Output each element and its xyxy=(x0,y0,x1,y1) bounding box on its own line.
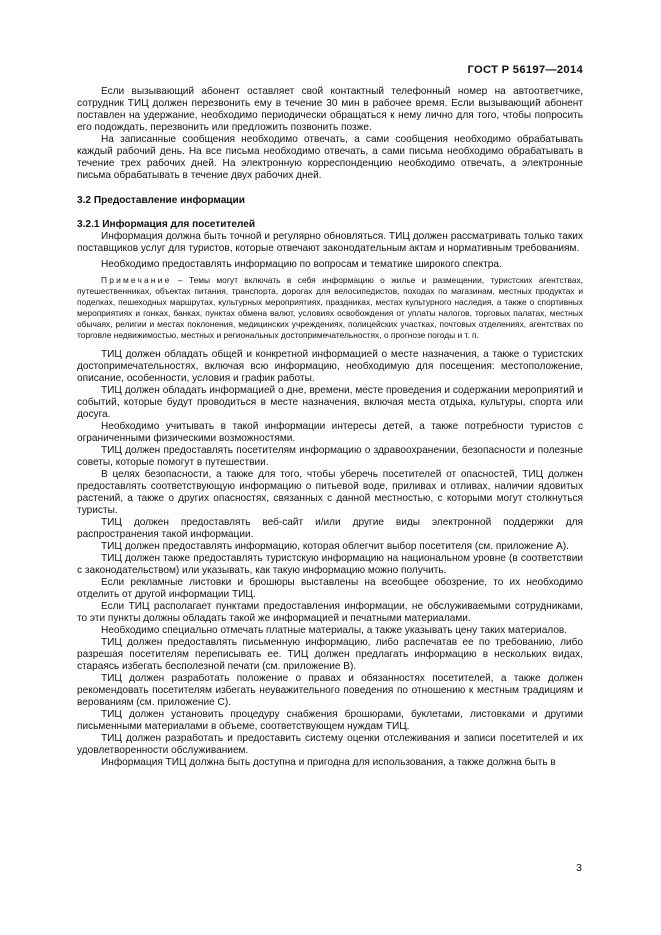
page-number: 3 xyxy=(576,862,582,874)
paragraph: Информация ТИЦ должна быть доступна и пригодна для использования, а также должна быть в xyxy=(101,756,556,768)
subsection-heading: 3.2.1 Информация для посетителей xyxy=(77,219,256,230)
note-block xyxy=(77,275,583,342)
paragraph: В целях безопасности, а также для того, чтобы уберечь посетителей от опасностей, ТИЦ должен предоставлять соответствующую информацию о питьевой воде, приливах и отливах, наличии ядовитых растений, а также о других опасностях, связанных с данной местностью, с которыми могут столкнуться туристы. xyxy=(77,468,583,516)
paragraph: ТИЦ должен обладать информацией о дне, времени, месте проведения и содержании мероприятий и событий, которые будут проводиться в месте назначения, включая места отдыха, культуры, спорта или досуга. xyxy=(77,384,583,420)
paragraph: ТИЦ должен предоставлять информацию, которая облегчит выбор посетителя (см. приложение А). xyxy=(101,540,569,552)
paragraph: ТИЦ должен обладать общей и конкретной информацией о месте назначения, а также о туристских достопримечательностях, включая всю информацию, необходимую для посещения: местоположение, описание, особенности, условия и график работы. xyxy=(77,348,583,384)
paragraph: ТИЦ должен предоставлять письменную информацию, либо распечатав ее по требованию, либо разрешая посетителям переписывать ее. ТИЦ должен предлагать информацию в нескольких видах, стараясь избегать бесполезной печати (см. приложение В). xyxy=(77,636,583,672)
paragraph: Если вызывающий абонент оставляет свой контактный телефонный номер на автоответчике, сотрудник ТИЦ должен перезвонить ему в течение 30 мин в рабочее время. Если вызывающий абонент поставлен на удержание, необходимо периодически обращаться к нему лично для того, чтобы попросить его подождать, перезвонить или предложить позвонить позже. xyxy=(77,86,583,133)
paragraph: Необходимо предоставлять информацию по вопросам и тематике широкого спектра. xyxy=(101,259,502,270)
paragraph: ТИЦ должен разработать положение о правах и обязанностях посетителей, а также должен рекомендовать посетителям избегать неуважительного поведения по отношению к местным традициям и верованиям (см. приложение С). xyxy=(77,672,583,708)
paragraph: ТИЦ должен предоставлять посетителям информацию о здравоохранении, безопасности и полезные советы, которые помогут в путешествии. xyxy=(77,444,583,468)
page-body xyxy=(77,86,583,769)
paragraph: ТИЦ должен установить процедуру снабжения брошюрами, буклетами, листовками и другими письменными материалами в объеме, соответствующем нуждам ТИЦ. xyxy=(77,708,583,732)
paragraph: ТИЦ должен также предоставлять туристскую информацию на национальном уровне (в соответствии с законодательством) или указывать, как такую информацию можно получить. xyxy=(77,552,583,576)
paragraph: Необходимо учитывать в такой информации интересы детей, а также потребности туристов с ограниченными физическими возможностями. xyxy=(77,420,583,444)
paragraph: Информация должна быть точной и регулярно обновляться. ТИЦ должен рассматривать только таких поставщиков услуг для туристов, которые отвечают законодательным актам и нормативным требованиям. xyxy=(77,231,583,254)
note-text: – Темы могут включать в себя информацию о жилье и размещении, туристских агентствах, путешественниках, объектах питания, транспорта, дорогах для велосипедистов, походах по магазинам, местных продуктах и поделках, пешеходных маршрутах, культурных мероприятиях, праздниках, местах культурного наследия, а также о спортивных мероприятиях и гонках, банках, пунктах обмена валют, условиях освобождения от уплаты налогов, торговых палатах, местных обычаях, религии и местах поклонения, медицинских учреждениях, полицейских участках, почтовых отделениях, агентствах по торговле недвижимостью, местных и региональных достопримечательностях, о прогнозе погоды и т. п. xyxy=(77,275,583,341)
section-heading: 3.2 Предоставление информации xyxy=(77,195,245,206)
paragraph: Если ТИЦ располагает пунктами предоставления информации, не обслуживаемыми сотрудниками, то эти пункты должны обладать такой же информацией и печатными материалами. xyxy=(77,600,583,624)
paragraph: ТИЦ должен предоставлять веб-сайт и/или другие виды электронной поддержки для распространения такой информации. xyxy=(77,516,583,540)
paragraph: Необходимо специально отмечать платные материалы, а также указывать цену таких материалов. xyxy=(101,624,568,636)
paragraph: На записанные сообщения необходимо отвечать, а сами сообщения необходимо обрабатывать каждый рабочий день. На все письма необходимо отвечать, а сами письма необходимо обрабатывать в течение трех рабочих дней. На электронную корреспонденцию необходимо отвечать, а электронные письма обрабатывать в течение двух рабочих дней. xyxy=(77,134,583,181)
paragraph: ТИЦ должен разработать и предоставить систему оценки отслеживания и записи посетителей и их удовлетворенности обслуживанием. xyxy=(77,732,583,756)
document-header: ГОСТ Р 56197—2014 xyxy=(467,64,583,76)
note-label: Примечание xyxy=(101,275,172,285)
paragraph: Если рекламные листовки и брошюры выставлены на всеобщее обозрение, то их необходимо отделить от другой информации ТИЦ. xyxy=(77,576,583,600)
